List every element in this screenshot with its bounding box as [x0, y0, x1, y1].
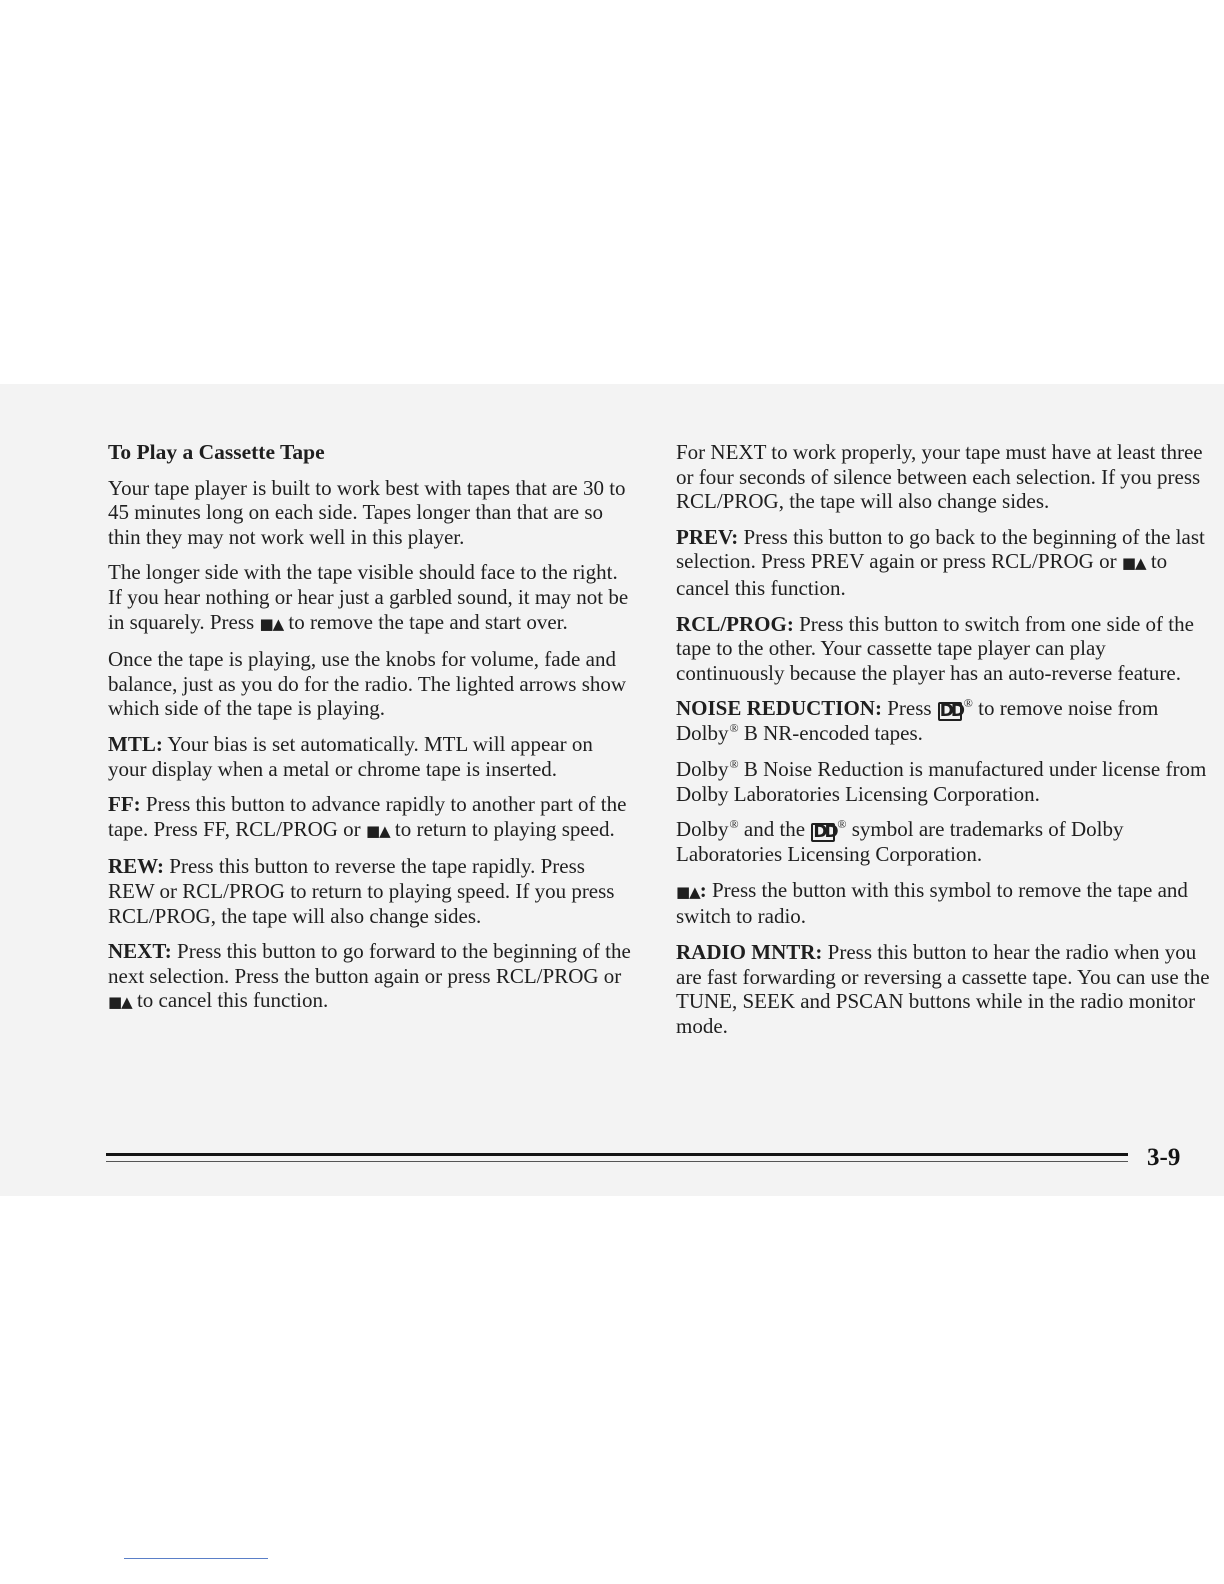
stop-eject-icon: ■▲: [1121, 554, 1146, 573]
term-eject-separator: :: [699, 877, 707, 902]
paragraph-dolby-license: [676, 757, 1211, 806]
term-noise-reduction: NOISE REDUCTION:: [676, 696, 882, 721]
paragraph-tape-orientation: [108, 560, 633, 636]
paragraph-rew: [108, 854, 633, 928]
text: Press this button to go back to the beginning of the last selection. Press PREV again or press RCL/PROG or: [676, 524, 1205, 574]
registered-mark: ®: [837, 817, 847, 832]
paragraph-playing: Once the tape is playing, use the knobs for volume, fade and balance, just as you do for the radio. The lighted arrows show which side of the tape is playing.: [108, 647, 627, 721]
text: to return to playing speed.: [394, 816, 615, 841]
text: and the: [743, 817, 806, 842]
right-column: [676, 440, 1211, 1049]
text: symbol are trademarks of Dolby Laboratories Licensing Corporation.: [676, 817, 1124, 867]
text: Dolby: [676, 817, 729, 842]
text: Your bias is set automatically. MTL will appear on your display when a metal or chrome tape is inserted.: [108, 731, 593, 781]
paragraph-rcl-prog: [676, 612, 1211, 686]
term-radio-mntr: RADIO MNTR:: [676, 939, 823, 964]
text: Press the button with this symbol to remove the tape and switch to radio.: [676, 877, 1188, 929]
text: Press this button to go forward to the beginning of the next selection. Press the button again or press RCL/PROG or: [108, 939, 631, 988]
registered-mark: ®: [729, 817, 739, 832]
term-rew: REW:: [108, 854, 165, 879]
text: The longer side with the tape visible should face to the right. If you hear nothing or hear just a garbled sound, it may not be in squarely. Press: [108, 560, 629, 634]
stop-eject-icon: ■▲: [365, 821, 390, 840]
text: to cancel this function.: [676, 549, 1168, 600]
text: Press: [887, 696, 932, 721]
text: to remove noise from Dolby: [676, 696, 1159, 746]
stop-eject-icon: ■▲: [259, 614, 284, 633]
left-column: [108, 440, 633, 1026]
footer-link-underline: [124, 1558, 268, 1559]
stop-eject-icon: ■▲: [108, 993, 132, 1012]
text: B Noise Reduction is manufactured under license from Dolby Laboratories Licensing Corporation.: [676, 756, 1207, 806]
paragraph-mtl: [108, 732, 633, 781]
page-number: 3-9: [1147, 1144, 1181, 1171]
paragraph-ff: [108, 792, 633, 843]
text: Dolby: [676, 756, 729, 781]
term-next: NEXT:: [108, 939, 172, 964]
paragraph-next-continued: For NEXT to work properly, your tape must have at least three or four seconds of silence between each selection. If you press RCL/PROG, the tape will also change sides.: [676, 440, 1203, 514]
text: Press this button to reverse the tape rapidly. Press REW or RCL/PROG to return to playing speed. If you press RCL/PROG, the tape will also change sides.: [108, 854, 615, 928]
term-rcl-prog: RCL/PROG:: [676, 611, 794, 636]
text: Press this button to switch from one side of the tape to the other. Your cassette tape player can play continuously because the player has an auto-reverse feature.: [676, 611, 1194, 685]
footer-rule-thick: [106, 1153, 1128, 1156]
text: to cancel this function.: [136, 988, 329, 1013]
paragraph-prev: [676, 525, 1211, 601]
text: Press this button to hear the radio when you are fast forwarding or reversing a cassette tape. You can use the TUNE, SEEK and PSCAN buttons while in the radio monitor mode.: [676, 939, 1210, 1038]
term-ff: FF:: [108, 792, 141, 817]
text: B NR-encoded tapes.: [743, 721, 923, 746]
registered-mark: ®: [729, 756, 739, 771]
registered-mark: ®: [963, 696, 973, 711]
dolby-logo-icon: DD: [939, 701, 963, 722]
paragraph-noise-reduction: [676, 696, 1211, 746]
paragraph-dolby-trademark: [676, 817, 1211, 867]
footer-rule-thin: [106, 1161, 1128, 1162]
paragraph-radio-mntr: [676, 940, 1211, 1038]
term-prev: PREV:: [676, 524, 739, 549]
term-mtl: MTL:: [108, 731, 163, 756]
registered-mark: ®: [729, 721, 739, 736]
dolby-logo-icon: DD: [813, 822, 836, 843]
text: Press this button to advance rapidly to another part of the tape. Press FF, RCL/PROG or: [108, 792, 627, 841]
paragraph-eject: [676, 878, 1211, 929]
paragraph-next: [108, 939, 633, 1015]
stop-eject-icon: ■▲: [676, 882, 700, 901]
section-heading: To Play a Cassette Tape: [108, 440, 325, 464]
text: to remove the tape and start over.: [288, 609, 568, 634]
paragraph-tape-length: Your tape player is built to work best with tapes that are 30 to 45 minutes long on each side. Tapes longer than that are so thin they may not work well in this player.: [108, 475, 626, 549]
